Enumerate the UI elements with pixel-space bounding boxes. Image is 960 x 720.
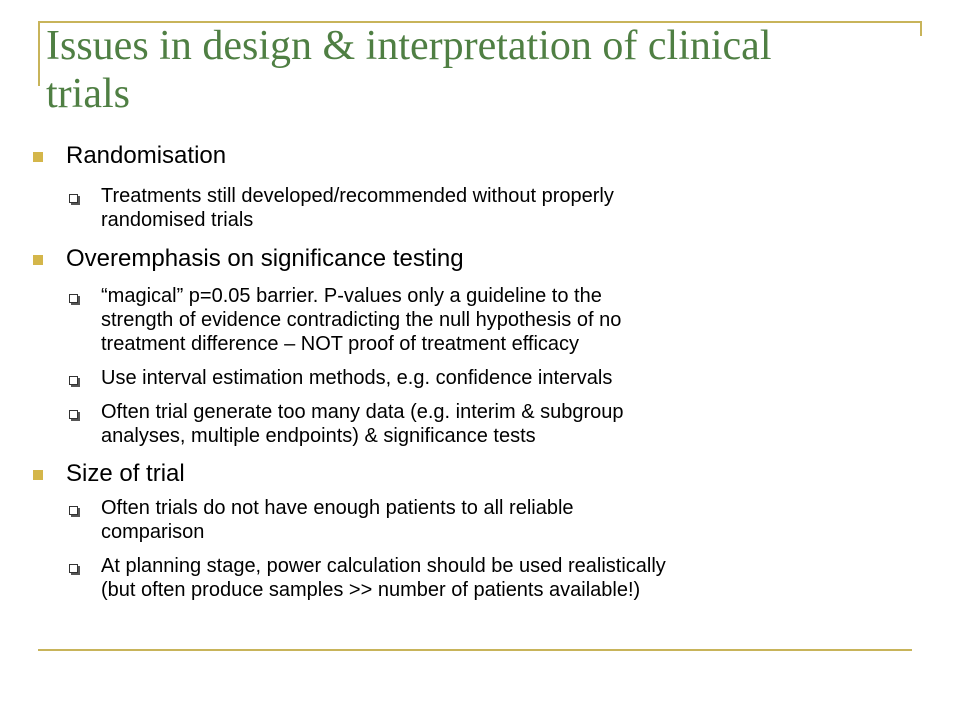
text-line: strength of evidence contradicting the null hypothesis of no [101, 309, 622, 331]
sub-bullet [30, 400, 930, 448]
text-line: At planning stage, power calculation should be used realistically [101, 555, 666, 577]
hollow-square-bullet-icon [69, 506, 78, 515]
left-rule [38, 21, 40, 86]
text-line: Treatments still developed/recommended without properly [101, 185, 614, 207]
right-rule [920, 21, 922, 36]
text-line: “magical” p=0.05 barrier. P-values only a guideline to the [101, 285, 602, 307]
text-line: comparison [101, 521, 205, 543]
sub-bullet-text [101, 284, 930, 356]
bullet-heading: Size of trial [66, 460, 185, 487]
title-line: trials [46, 71, 130, 117]
square-bullet-icon [33, 255, 43, 265]
square-bullet-icon [33, 470, 43, 480]
sub-bullet [30, 284, 930, 356]
bullet-size-of-trial [30, 460, 930, 488]
text-line: Often trials do not have enough patients to all reliable [101, 497, 574, 519]
hollow-square-bullet-icon [69, 410, 78, 419]
sub-bullet-text [101, 400, 930, 448]
sub-bullet-text [101, 366, 930, 390]
text-line: Use interval estimation methods, e.g. confidence intervals [101, 367, 613, 389]
sub-bullet-text [101, 554, 930, 602]
sub-bullet [30, 184, 930, 232]
sub-bullet [30, 554, 930, 602]
slide-body [30, 142, 930, 602]
sub-bullet [30, 496, 930, 544]
sub-bullet-text [101, 496, 930, 544]
sub-bullet-text [101, 184, 930, 232]
text-line: (but often produce samples >> number of patients available!) [101, 579, 641, 601]
hollow-square-bullet-icon [69, 564, 78, 573]
text-line: treatment difference – NOT proof of treatment efficacy [101, 333, 580, 355]
bullet-randomisation [30, 142, 930, 170]
hollow-square-bullet-icon [69, 194, 78, 203]
text-line: randomised trials [101, 209, 254, 231]
text-line: analyses, multiple endpoints) & significance tests [101, 425, 536, 447]
bottom-rule [38, 649, 912, 651]
hollow-square-bullet-icon [69, 294, 78, 303]
bullet-heading: Overemphasis on significance testing [66, 245, 464, 272]
bullet-significance-testing [30, 245, 930, 273]
slide-title [46, 22, 916, 118]
text-line: Often trial generate too many data (e.g. interim & subgroup [101, 401, 624, 423]
sub-bullet [30, 366, 930, 390]
title-line: Issues in design & interpretation of clinical [46, 23, 772, 69]
square-bullet-icon [33, 152, 43, 162]
bullet-heading: Randomisation [66, 142, 227, 169]
hollow-square-bullet-icon [69, 376, 78, 385]
